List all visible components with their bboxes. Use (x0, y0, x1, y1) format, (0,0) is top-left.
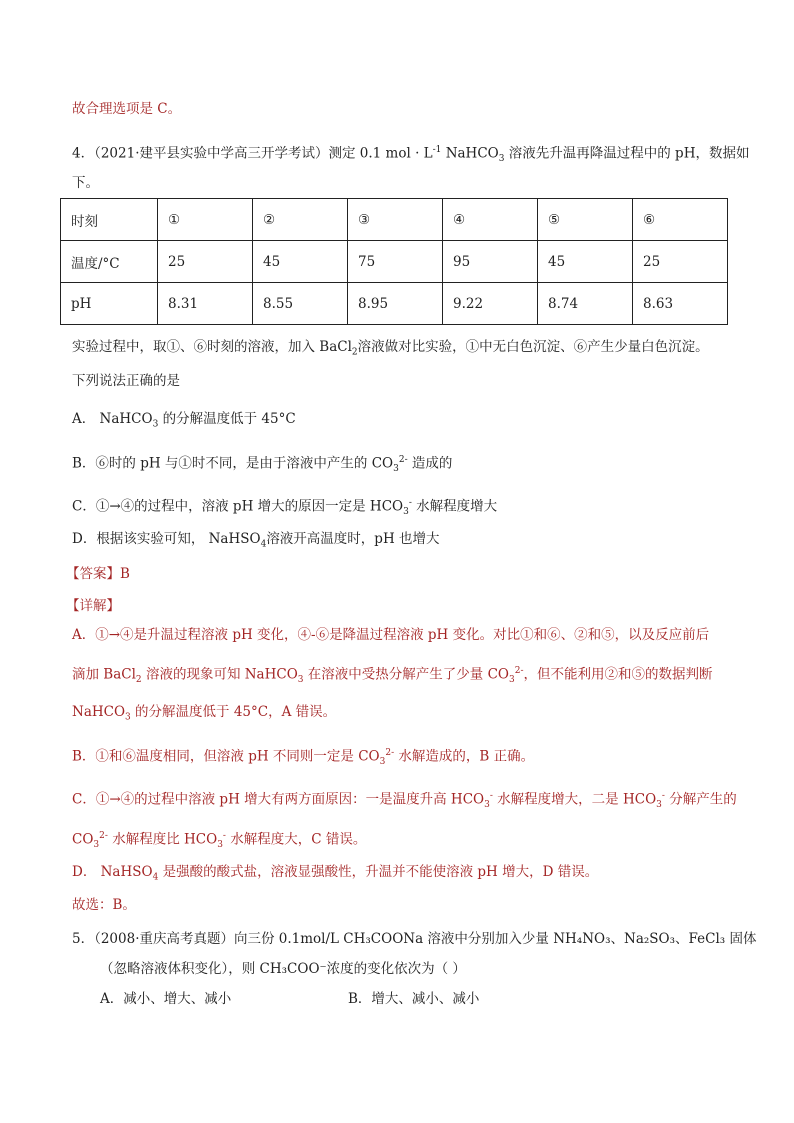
text-span: 造成的 (407, 455, 453, 472)
subscript: 3 (217, 840, 223, 851)
subscript: 2 (135, 675, 142, 686)
table-cell: ② (253, 199, 348, 241)
explanation-c-line1 (72, 787, 737, 814)
table-cell: 45 (538, 241, 633, 283)
q5-stem-line1: 5．（2008·重庆高考真题）向三份 0.1mol/L CH₃COONa 溶液中分别加入少量 NH₄NO₃、Na₂SO₃、FeCl₃ 固体 (72, 931, 757, 947)
subscript: 3 (93, 840, 100, 851)
text-span: 滴加 BaCl (72, 666, 136, 683)
explanation-d (72, 863, 598, 887)
text-span: ，但不能利用②和⑤的数据判断 (523, 666, 713, 683)
q4-stem-line2: 下。 (72, 175, 99, 191)
subscript: 3 (297, 675, 304, 686)
superscript: 2- (514, 666, 524, 676)
text-span: 的分解温度低于 45°C，A 错误。 (130, 704, 337, 720)
text-span: B．①和⑥温度相同，但溶液 pH 不同则一定是 CO (72, 748, 380, 765)
previous-conclusion: 故合理选项是 C。 (72, 101, 182, 117)
explanation-a-line3 (72, 703, 336, 727)
explanation-b (72, 744, 534, 771)
subscript: 3 (403, 507, 409, 518)
subscript: 3 (125, 712, 131, 723)
detail-label: 【详解】 (66, 598, 120, 614)
choose-line: 故选：B。 (72, 897, 136, 913)
table-cell: ③ (348, 199, 443, 241)
subscript: 4 (260, 539, 267, 550)
option-b (72, 451, 452, 478)
table-cell: 温度/°C (61, 241, 158, 283)
text-span: CO (72, 831, 94, 848)
superscript: - (489, 791, 493, 801)
subscript: 4 (152, 872, 159, 883)
table-row (61, 283, 728, 325)
text-span: C．①→④的过程中，溶液 pH 增大的原因一定是 HCO (72, 498, 404, 515)
data-table (60, 198, 728, 325)
text-span: 水解程度比 HCO (107, 831, 218, 848)
text-span: 水解程度增大 (411, 498, 498, 515)
subscript: 3 (152, 419, 159, 430)
table-cell: 8.95 (348, 283, 443, 325)
subscript: 3 (656, 800, 662, 811)
table-cell: 8.74 (538, 283, 633, 325)
table-cell: 25 (633, 241, 728, 283)
subscript: 3 (509, 675, 515, 686)
q5-option-b: B．增大、减小、减小 (348, 991, 480, 1007)
table-cell: pH (61, 283, 158, 325)
q4-question-text: 下列说法正确的是 (72, 373, 180, 389)
q4-sub: 3 (498, 154, 505, 165)
subscript: 2 (351, 347, 358, 358)
subscript: 3 (484, 800, 490, 811)
table-cell: ④ (443, 199, 538, 241)
q4-stem-text: 4．（2021·建平县实验中学高三开学考试）测定 0.1 mol · L (72, 145, 433, 162)
text-span: 实验过程中，取①、⑥时刻的溶液，加入 BaCl (72, 339, 352, 355)
text-span: 的分解温度低于 45°C (158, 411, 296, 427)
table-cell: 9.22 (443, 283, 538, 325)
text-span: A． NaHCO (72, 411, 153, 427)
q5-option-a: A．减小、增大、减小 (100, 991, 232, 1007)
table-cell: 时刻 (61, 199, 158, 241)
table-cell: 25 (158, 241, 253, 283)
text-span: 溶液的现象可知 NaHCO (141, 666, 298, 683)
q4-experiment-text (72, 338, 709, 362)
text-span: D． NaHSO (72, 864, 153, 880)
explanation-c-line2 (72, 827, 366, 854)
subscript: 3 (379, 757, 386, 768)
superscript: 2- (385, 748, 395, 758)
superscript: 2- (99, 831, 108, 841)
option-c (72, 494, 497, 521)
q4-stem-line1 (72, 141, 749, 168)
text-span: C．①→④的过程中溶液 pH 增大有两方面原因：一是温度升高 HCO (72, 791, 485, 808)
subscript: 3 (393, 464, 399, 475)
table-cell: 8.31 (158, 283, 253, 325)
table-cell: 45 (253, 241, 348, 283)
text-span: 水解程度增大，二是 HCO (492, 791, 657, 808)
table-row (61, 241, 728, 283)
q4-sup: -1 (432, 145, 442, 155)
text-span: 在溶液中受热分解产生了少量 CO (303, 666, 509, 683)
text-span: 水解程度大，C 错误。 (225, 831, 367, 848)
superscript: - (408, 498, 412, 508)
table-cell: 75 (348, 241, 443, 283)
q4-stem-text-end: 溶液先升温再降温过程中的 pH，数据如 (504, 145, 750, 162)
text-span: B．⑥时的 pH 与①时不同，是由于溶液中产生的 CO (72, 455, 394, 472)
text-span: 是强酸的酸式盐，溶液显强酸性，升温并不能使溶液 pH 增大，D 错误。 (158, 864, 599, 880)
answer-line: 【答案】B (66, 566, 130, 582)
table-cell: ⑤ (538, 199, 633, 241)
q5-stem-line2: （忽略溶液体积变化），则 CH₃COO⁻浓度的变化依次为（ ） (100, 961, 466, 977)
table-cell: 8.55 (253, 283, 348, 325)
text-span: D．根据该实验可知， NaHSO (72, 531, 261, 547)
text-span: 分解产生的 (664, 791, 737, 808)
option-d (72, 530, 440, 554)
table-cell: 95 (443, 241, 538, 283)
explanation-a-line1: A．①→④是升温过程溶液 pH 变化，④-⑥是降温过程溶液 pH 变化。对比①和⑥、②和⑤，以及反应前后 (72, 627, 710, 643)
text-span: 溶液开高温度时，pH 也增大 (266, 531, 440, 547)
text-span: 水解造成的，B 正确。 (394, 748, 535, 765)
table-cell: ⑥ (633, 199, 728, 241)
text-span: NaHCO (72, 704, 126, 720)
explanation-a-line2 (72, 662, 713, 689)
table-row (61, 199, 728, 241)
table-cell: ① (158, 199, 253, 241)
table-cell: 8.63 (633, 283, 728, 325)
superscript: - (661, 791, 665, 801)
superscript: 2- (398, 455, 408, 465)
q4-stem-formula: NaHCO (441, 145, 499, 162)
option-a (72, 410, 296, 434)
superscript: - (222, 831, 226, 841)
text-span: 溶液做对比实验，①中无白色沉淀、⑥产生少量白色沉淀。 (357, 339, 709, 355)
